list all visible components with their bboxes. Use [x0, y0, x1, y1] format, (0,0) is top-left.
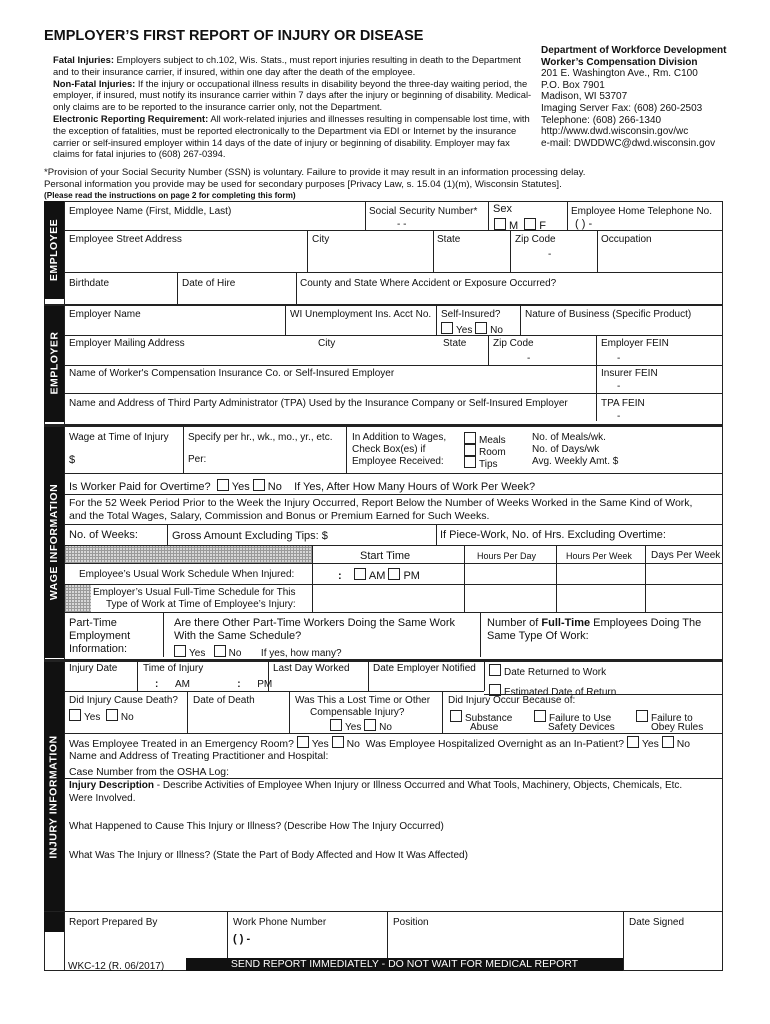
employer-fein-label: Employer FEIN — [601, 338, 669, 349]
wage-specify-label: Specify per hr., wk., mo., yr., etc. — [188, 432, 333, 443]
form-id: WKC-12 (R. 06/2017) — [68, 961, 165, 972]
hospitalized-no-label: No — [676, 739, 691, 750]
practitioner-label: Name and Address of Treating Practitioner and Hospital: — [69, 751, 329, 762]
wage-dollar-field[interactable]: $ — [69, 454, 76, 466]
usual-schedule-label: Employee’s Usual Work Schedule When Injured: — [79, 569, 295, 580]
ssn-notice: *Provision of your Social Security Number (SSN) is voluntary. Failure to provide it may result in an information processing delay. — [44, 167, 586, 178]
nonfatal-text: If the injury or occupational illness results in disability beyond the three-day waiting period, the employer, if insured, must notify its insurance carrier within 7 days after the injury or beginning of disability. Medical-only claims are to be reported to the insurance carrier only, not the Department. — [53, 77, 532, 113]
street-address-label: Employee Street Address — [69, 234, 182, 245]
lost-time-no-label: No — [379, 722, 392, 733]
overtime-yes-checkbox[interactable] — [217, 479, 229, 491]
other-part-time-options — [174, 645, 342, 660]
wi-unemployment-acct-label: WI Unemployment Ins. Acct No. — [290, 309, 432, 320]
osha-case-label: Case Number from the OSHA Log: — [69, 767, 229, 778]
emergency-no-checkbox[interactable] — [332, 736, 344, 748]
days-per-week-label: No. of Days/wk — [532, 444, 600, 455]
self-insured-no-label: No — [490, 325, 503, 336]
intro-text — [53, 54, 533, 160]
hours-per-day-label: Hours Per Day — [477, 551, 537, 561]
nature-of-business-label: Nature of Business (Specific Product) — [525, 309, 692, 320]
injury-section-label: INJURY INFORMATION — [44, 662, 64, 932]
overtime-row — [69, 479, 535, 494]
usual-pm-label: PM — [403, 570, 420, 582]
safety-devices-checkbox[interactable] — [534, 710, 546, 722]
position-label: Position — [393, 917, 429, 928]
cause-death-label: Did Injury Cause Death? — [69, 695, 178, 706]
obey-rules-label-2: Obey Rules — [651, 722, 704, 733]
electronic-text: All work-related injuries and illnesses resulting in compensable lost time, with the exception of fatalities, must be reported electronically to the Department via EDI or Internet by the insurance carrier or self-insured employer within 14 days of the date of injury or beginning of disability. Employer may fax claims for fatal injuries to (608) 267-0394. — [53, 112, 530, 160]
hospitalized-no-checkbox[interactable] — [662, 736, 674, 748]
usual-schedule-time — [338, 568, 420, 582]
addition-line-1: In Addition to Wages, — [352, 432, 447, 443]
send-immediately-banner: SEND REPORT IMMEDIATELY - DO NOT WAIT FOR MEDICAL REPORT — [186, 958, 623, 971]
date-returned-option — [489, 664, 606, 679]
employer-mailing-address-label: Employer Mailing Address — [69, 338, 185, 349]
work-phone-label: Work Phone Number — [233, 917, 327, 928]
substance-label-2: Abuse — [470, 722, 499, 733]
department-city: Madison, WI 53707 — [541, 91, 628, 103]
schedule-hatch-header — [65, 546, 312, 563]
usual-am-label: AM — [368, 570, 386, 582]
death-no-checkbox[interactable] — [106, 709, 118, 721]
wage-section-label: WAGE INFORMATION — [44, 426, 64, 658]
safety-devices-label: Failure to Use — [549, 713, 612, 724]
instructions-notice: (Please read the instructions on page 2 for completing this form) — [44, 191, 296, 200]
overtime-no-checkbox[interactable] — [253, 479, 265, 491]
how-many-label: If yes, how many? — [260, 648, 342, 659]
employee-zip-label: Zip Code — [515, 234, 556, 245]
injury-time-field[interactable]: : AM : PM — [155, 679, 273, 690]
obey-rules-checkbox[interactable] — [636, 710, 648, 722]
self-insured-yes-label: Yes — [456, 325, 473, 336]
date-of-death-label: Date of Death — [193, 695, 255, 706]
part-time-line-2: Employment — [69, 630, 131, 642]
report-prepared-by-label: Report Prepared By — [69, 917, 158, 928]
date-returned-label: Date Returned to Work — [504, 667, 607, 678]
lost-time-yes-label: Yes — [345, 722, 362, 733]
what-happened-label: What Happened to Cause This Injury or Illness? (Describe How The Injury Occurred) — [69, 821, 444, 832]
date-returned-checkbox[interactable] — [489, 664, 501, 676]
other-part-time-line-2: With the Same Schedule? — [174, 630, 302, 642]
date-signed-label: Date Signed — [629, 917, 685, 928]
addition-line-3: Employee Received: — [352, 456, 444, 467]
department-name: Department of Workforce Development — [541, 45, 727, 56]
ssn-label: Social Security Number* — [369, 206, 478, 217]
nonfatal-label: Non-Fatal Injuries: — [53, 77, 136, 89]
ssn-field[interactable]: - - — [397, 219, 407, 230]
date-of-hire-label: Date of Hire — [182, 278, 236, 289]
hours-per-week-label: Hours Per Week — [566, 551, 632, 561]
department-web-link[interactable]: http://www.dwd.wisconsin.gov/wc — [541, 126, 689, 138]
self-insured-label: Self-Insured? — [441, 309, 501, 320]
gross-amount-label: Gross Amount Excluding Tips: $ — [172, 530, 328, 542]
injury-description-line-1: Injury Description - Describe Activities of Employee When Injury or Illness Occurred and What Tools, Machinery, Objects, Chemicals, Etc. — [69, 780, 683, 791]
death-yes-checkbox[interactable] — [69, 709, 81, 721]
wage-at-injury-label: Wage at Time of Injury — [69, 432, 169, 443]
last-day-worked-label: Last Day Worked — [273, 663, 350, 674]
meals-per-week-label: No. of Meals/wk. — [532, 432, 606, 443]
employer-city-label: City — [318, 338, 336, 349]
employer-zip-field[interactable]: - — [527, 353, 531, 364]
employee-section-label: EMPLOYEE — [44, 201, 64, 299]
other-part-time-line-1: Are there Other Part-Time Workers Doing the Same Work — [174, 617, 455, 629]
lost-time-yes-checkbox[interactable] — [330, 719, 342, 731]
sex-label: Sex — [493, 203, 512, 215]
emergency-room-row — [69, 736, 690, 751]
emergency-yes-label: Yes — [311, 739, 329, 750]
insurance-company-label: Name of Worker's Compensation Insurance Co. or Self-Insured Employer — [69, 368, 395, 379]
part-time-yes-label: Yes — [189, 648, 206, 659]
injury-date-label: Injury Date — [69, 663, 118, 674]
self-insured-no-checkbox[interactable] — [475, 322, 487, 334]
emergency-yes-checkbox[interactable] — [297, 736, 309, 748]
emergency-room-question: Was Employee Treated in an Emergency Room? — [69, 739, 294, 750]
employer-fein-field[interactable]: - — [617, 353, 621, 364]
full-time-count-line-1: Number of Full-Time Employees Doing The — [487, 617, 702, 629]
injury-description-line-2: Were Involved. — [69, 793, 136, 804]
tips-checkbox[interactable] — [464, 456, 476, 468]
period-line-2: and the Total Wages, Salary, Commission and Bonus or Premium Earned for Such Weeks. — [69, 510, 490, 522]
occur-because-label: Did Injury Occur Because of: — [448, 695, 576, 706]
usual-am-checkbox[interactable] — [354, 568, 366, 580]
part-time-line-1: Part-Time — [69, 617, 117, 629]
overtime-yes-label: Yes — [231, 481, 250, 493]
injury-pm-label[interactable]: PM — [257, 679, 273, 690]
work-phone-field[interactable]: ( ) - — [233, 933, 251, 945]
date-employer-notified-label: Date Employer Notified — [373, 663, 476, 674]
fulltime-schedule-line-2: Type of Work at Time of Employee’s Injury: — [106, 599, 296, 610]
sex-m-label: M — [509, 220, 519, 232]
days-per-week-header: Days Per Week — [651, 550, 721, 561]
department-phone: Telephone: (608) 266-1340 — [541, 114, 662, 126]
death-no-label: No — [120, 712, 134, 723]
employer-section-label: EMPLOYER — [44, 304, 64, 422]
occupation-label: Occupation — [601, 234, 652, 245]
tpa-fein-field[interactable]: - — [617, 411, 621, 422]
part-time-no-checkbox[interactable] — [214, 645, 226, 657]
injury-time-label: Time of Injury — [143, 663, 204, 674]
meals-label: Meals — [479, 435, 506, 446]
department-address-line: 201 E. Washington Ave., Rm. C100 — [541, 68, 698, 80]
electronic-label: Electronic Reporting Requirement: — [53, 112, 209, 124]
fulltime-hatch-left — [65, 585, 91, 612]
page-title: EMPLOYER’S FIRST REPORT OF INJURY OR DISEASE — [44, 28, 424, 44]
obey-rules-label: Failure to — [651, 713, 693, 724]
overtime-question: Is Worker Paid for Overtime? — [69, 481, 211, 493]
hospitalized-yes-checkbox[interactable] — [627, 736, 639, 748]
fatal-text: Employers subject to ch.102, Wis. Stats., must report injuries resulting in death to the Department and to their insurance carrier, if insured, within one day after the death of the employee. — [53, 54, 521, 77]
department-address — [541, 45, 726, 149]
substance-label: Substance — [465, 713, 513, 724]
department-email-link[interactable]: e-mail: DWDDWC@dwd.wisconsin.gov — [541, 137, 716, 149]
self-insured-yes-checkbox[interactable] — [441, 322, 453, 334]
birthdate-label: Birthdate — [69, 278, 110, 289]
emergency-no-label: No — [346, 739, 360, 750]
start-time-label: Start Time — [360, 550, 411, 562]
injury-description-label: Injury Description — [69, 780, 155, 791]
cause-death-options — [69, 709, 134, 724]
room-label: Room — [479, 447, 506, 458]
safety-devices-label-2: Safety Devices — [548, 722, 615, 733]
lost-time-options — [330, 719, 392, 734]
lost-time-no-checkbox[interactable] — [364, 719, 376, 731]
employee-name-label: Employee Name (First, Middle, Last) — [69, 206, 232, 217]
usual-pm-checkbox[interactable] — [388, 568, 400, 580]
employee-state-label: State — [437, 234, 461, 245]
piece-work-label: If Piece-Work, No. of Hrs. Excluding Overtime: — [440, 529, 666, 541]
employee-city-label: City — [312, 234, 330, 245]
weeks-label: No. of Weeks: — [69, 529, 138, 541]
lost-time-line-2: Compensable Injury? — [310, 707, 405, 718]
employer-zip-label: Zip Code — [493, 338, 534, 349]
employer-name-label: Employer Name — [69, 309, 141, 320]
sex-m-checkbox[interactable] — [494, 218, 506, 230]
tpa-fein-label: TPA FEIN — [601, 398, 645, 409]
department-po-box: P.O. Box 7901 — [541, 79, 605, 91]
part-time-yes-checkbox[interactable] — [174, 645, 186, 657]
lost-time-line-1: Was This a Lost Time or Other — [295, 695, 431, 706]
room-checkbox[interactable] — [464, 444, 476, 456]
addition-line-2: Check Box(es) if — [352, 444, 426, 455]
hospitalized-yes-label: Yes — [641, 739, 659, 750]
division-name: Worker’s Compensation Division — [541, 56, 698, 68]
full-time-count-line-2: Same Type Of Work: — [487, 630, 589, 642]
substance-checkbox[interactable] — [450, 710, 462, 722]
sex-f-label: F — [539, 220, 547, 232]
part-time-no-label: No — [228, 648, 242, 659]
estimated-return-label: Estimated Date of Return — [504, 687, 617, 698]
usual-time-colon: : — [338, 570, 342, 582]
tips-option — [464, 456, 498, 471]
overtime-no-label: No — [267, 481, 282, 493]
insurer-fein-label: Insurer FEIN — [601, 368, 658, 379]
department-fax: Imaging Server Fax: (608) 260-2503 — [541, 102, 703, 114]
fatal-label: Fatal Injuries: — [53, 54, 114, 65]
wage-per-field[interactable]: Per: — [188, 454, 207, 465]
privacy-notice: Personal information you provide may be used for secondary purposes [Privacy Law, s. 15.04 (1)(m), Wisconsin Statutes]. — [44, 179, 562, 190]
death-yes-label: Yes — [84, 712, 101, 723]
hospitalized-question: Was Employee Hospitalized Overnight as an In-Patient? — [365, 739, 625, 750]
employee-zip-field[interactable]: - — [548, 249, 552, 260]
overtime-hours-question: If Yes, After How Many Hours of Work Per Week? — [294, 481, 536, 493]
home-phone-label: Employee Home Telephone No. — [571, 206, 713, 217]
injury-am-label[interactable]: AM — [175, 679, 191, 690]
tips-label: Tips — [479, 459, 498, 470]
part-time-line-3: Information: — [69, 643, 128, 655]
avg-weekly-amount-label: Avg. Weekly Amt. $ — [532, 456, 619, 467]
tpa-label: Name and Address of Third Party Administrator (TPA) Used by the Insurance Company or Self-Insured Employer — [69, 398, 568, 409]
insurer-fein-field[interactable]: - — [617, 381, 621, 392]
what-was-injury-label: What Was The Injury or Illness? (State the Part of Body Affected and How It Was Affected) — [69, 850, 468, 861]
sex-f-checkbox[interactable] — [524, 218, 536, 230]
fulltime-schedule-line-1: Employer’s Usual Full-Time Schedule for This — [93, 587, 296, 598]
home-phone-field[interactable]: ( ) - — [575, 218, 593, 230]
employer-state-label: State — [443, 338, 467, 349]
county-state-label: County and State Where Accident or Exposure Occurred? — [300, 278, 557, 289]
meals-checkbox[interactable] — [464, 432, 476, 444]
period-line-1: For the 52 Week Period Prior to the Week the Injury Occurred, Report Below the Number of Weeks Worked in the Same Kind of Work, — [69, 497, 693, 509]
